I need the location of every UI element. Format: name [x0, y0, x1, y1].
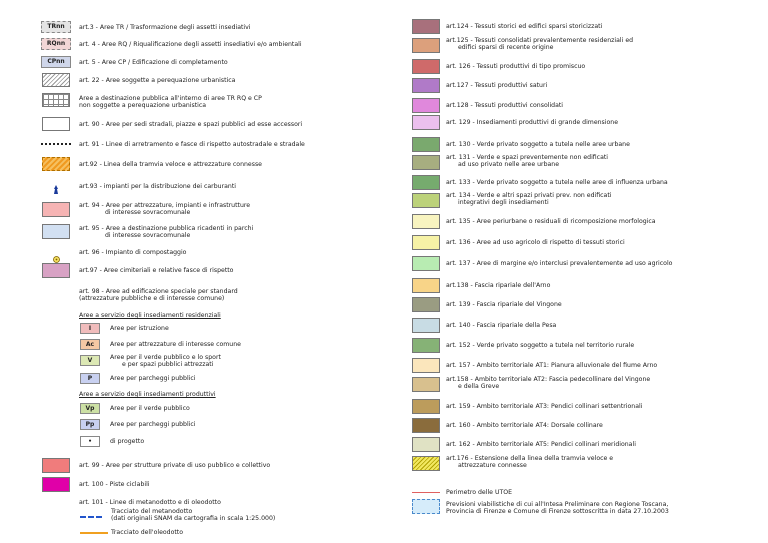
legend-right-item-15-text: art. 140 - Fascia ripariale della Pesa	[446, 322, 557, 329]
legend-art95	[79, 225, 253, 240]
legend-art90	[79, 121, 302, 128]
prod-code-vp: Vp	[80, 403, 100, 414]
legend-right-item-6	[446, 141, 630, 148]
legend-right-item-12-text: art. 137 - Aree di margine e/o interclusi prevalentemente ad uso agricolo	[446, 260, 673, 267]
swatch-right-13	[412, 278, 440, 293]
legend-right-item-18	[446, 376, 650, 391]
legend-art99	[79, 462, 270, 469]
legend-right-item-11	[446, 239, 625, 246]
legend-art3-text: art.3 - Aree TR / Trasformazione degli assetti insediativi	[79, 24, 251, 31]
legend-right-item-14	[446, 301, 562, 308]
legend-right-item-17-text: art. 157 - Ambito territoriale AT1: Pianura alluvionale del fiume Arno	[446, 362, 658, 369]
legend-right-item-11-text: art. 136 - Aree ad uso agricolo di rispetto di tessuti storici	[446, 239, 625, 246]
legend-pubblico	[79, 95, 262, 110]
legend-art96-text: art. 96 - Impianto di compostaggio	[79, 249, 187, 256]
legend-right-item-2	[446, 63, 585, 70]
legend-right-item-22-text2: attrezzature connesse	[458, 462, 527, 470]
legend-art91	[79, 141, 305, 148]
swatch-right-21	[412, 437, 440, 452]
legend-art5-text: art. 5 - Aree CP / Edificazione di completamento	[79, 59, 228, 66]
legend-art91-text: art. 91 - Linee di arretramento e fasce di rispetto autostradale e stradale	[79, 141, 305, 148]
res-label-ac: Aree per attrezzature di interesse comune	[110, 341, 241, 348]
legend-pubblico-text-2: non soggette a perequazione urbanistica	[79, 102, 207, 110]
legend-art97	[79, 267, 233, 274]
legend-right-item-4-text: art.128 - Tessuti produttivi consolidati	[446, 102, 564, 109]
prod-label-vp: Aree per il verde pubblico	[110, 405, 190, 412]
res-code-ac: Ac	[80, 339, 100, 350]
legend-previsioni	[446, 501, 669, 516]
header-produttivi: Aree a servizio degli insediamenti produttivi	[79, 391, 216, 398]
swatch-right-0	[412, 19, 440, 34]
res-code-p: P	[80, 373, 100, 384]
swatch-right-8	[412, 175, 440, 190]
legend-art4	[79, 41, 302, 48]
swatch-right-16	[412, 338, 440, 353]
swatch-art95	[42, 224, 70, 239]
legend-art98-text-2: (attrezzature pubbliche e di interesse comune)	[79, 295, 225, 303]
swatch-right-17	[412, 358, 440, 373]
legend-previsioni-text-1: Previsioni viabilistiche di cui all'Intesa Preliminare con Regione Toscana,	[446, 501, 669, 508]
legend-right-item-7-text2: ad uso privato nelle aree urbane	[458, 161, 560, 169]
legend-right-item-18-text: art.158 - Ambito territoriale AT2: Fascia pedecollinare del Vingone	[446, 376, 651, 383]
legend-utoe: Perimetro delle UTOE	[446, 489, 513, 496]
line-utoe	[412, 492, 440, 493]
legend-right-item-19-text: art. 159 - Ambito territoriale AT3: Pendici collinari settentrionali	[446, 403, 643, 410]
swatch-right-20	[412, 418, 440, 433]
legend-right-item-4	[446, 102, 563, 109]
legend-right-item-3-text: art.127 - Tessuti produttivi saturi	[446, 82, 548, 89]
code-rq-box	[41, 38, 71, 50]
prod-code-progetto: •	[80, 436, 100, 447]
swatch-right-11	[412, 235, 440, 250]
legend-right-item-10-text: art. 135 - Aree periurbane o residuali di ricomposizione morfologica	[446, 218, 656, 225]
legend-art96	[79, 249, 186, 256]
res-label-v-2: e per spazi pubblici attrezzati	[122, 361, 214, 369]
legend-right-item-7	[446, 154, 608, 169]
swatch-right-22	[412, 456, 440, 471]
legend-right-item-0	[446, 23, 602, 30]
swatch-previsioni	[412, 499, 440, 514]
legend-right-item-19	[446, 403, 642, 410]
fuel-pump-icon-svg	[52, 185, 60, 195]
compost-icon-svg	[53, 256, 60, 263]
legend-right-item-8-text: art. 133 - Verde privato soggetto a tutela nelle aree di influenza urbana	[446, 179, 668, 186]
swatch-art22	[42, 73, 70, 87]
legend-art101-text: art. 101 - Linee di metanodotto e di oleodotto	[79, 499, 221, 506]
legend-right-item-14-text: art. 139 - Fascia ripariale del Vingone	[446, 301, 562, 308]
legend-pubblico-text-1: Aree a destinazione pubblica all'interno di aree TR RQ e CP	[79, 95, 262, 102]
legend-right-item-0-text: art.124 - Tessuti storici ed edifici sparsi storicizzati	[446, 23, 603, 30]
line-metanodotto	[80, 516, 102, 518]
legend-right-item-17	[446, 362, 657, 369]
legend-right-item-6-text: art. 130 - Verde privato soggetto a tutela nelle aree urbane	[446, 141, 630, 148]
legend-art95-text-1: art. 95 - Aree a destinazione pubblica ricadenti in parchi	[79, 225, 254, 232]
swatch-art92	[42, 157, 70, 171]
legend-art94-text-2: di interesse sovracomunale	[105, 209, 191, 217]
legend-right-item-1-text: art.125 - Tessuti consolidati prevalentemente residenziali ed	[446, 37, 634, 44]
legend-art98	[79, 288, 238, 303]
legend-right-item-2-text: art. 126 - Tessuti produttivi di tipo promiscuo	[446, 63, 586, 70]
res-label-i: Aree per istruzione	[110, 325, 169, 332]
code-tr-box	[41, 21, 71, 33]
legend-art22-text: art. 22 - Aree soggette a perequazione urbanistica	[79, 77, 236, 84]
res-label-v	[110, 354, 221, 369]
legend-right-item-22	[446, 455, 613, 470]
swatch-right-14	[412, 297, 440, 312]
legend-art100-text: art. 100 - Piste ciclabili	[79, 481, 150, 488]
legend-right-item-9-text2: integrativi degli insediamenti	[458, 199, 549, 207]
legend-right-item-20	[446, 422, 603, 429]
legend-previsioni-text-2: Provincia di Firenze e Comune di Firenze sottoscritta in data 27.10.2003	[446, 508, 669, 516]
fuel-pump-icon	[52, 180, 60, 190]
legend-metanodotto-text-2: (dati originali SNAM da cartografia in scala 1:25.000)	[111, 515, 276, 523]
legend-right-item-7-text: art. 131 - Verde e spazi preventemente non edificati	[446, 154, 609, 161]
swatch-art97	[42, 263, 70, 278]
swatch-right-10	[412, 214, 440, 229]
line-oleodotto	[80, 532, 108, 534]
swatch-right-2	[412, 59, 440, 74]
legend-right-item-20-text: art. 160 - Ambito territoriale AT4: Dorsale collinare	[446, 422, 603, 429]
swatch-right-4	[412, 98, 440, 113]
swatch-right-7	[412, 155, 440, 170]
legend-right-item-21-text: art. 162 - Ambito territoriale AT5: Pendici collinari meridionali	[446, 441, 636, 448]
legend-right-item-18-text2: e della Greve	[458, 383, 500, 391]
legend-right-item-16-text: art. 152 - Verde privato soggetto a tutela nel territorio rurale	[446, 342, 635, 349]
legend-right-item-16	[446, 342, 634, 349]
legend-art92	[79, 161, 262, 168]
legend-art100	[79, 481, 150, 488]
legend-right-item-1-text2: edifici sparsi di recente origine	[458, 44, 554, 52]
legend-oleodotto-text: Tracciato dell'oleodotto	[111, 529, 184, 536]
legend-art92-text: art.92 - Linea della tramvia veloce e attrezzature connesse	[79, 161, 262, 168]
legend-right-item-13	[446, 282, 550, 289]
legend-art22	[79, 77, 235, 84]
res-code-i: I	[80, 323, 100, 334]
swatch-right-3	[412, 78, 440, 93]
legend-art94-text-1: art. 94 - Aree per attrezzature, impianti e infrastrutture	[79, 202, 251, 209]
swatch-right-9	[412, 193, 440, 208]
legend-right-item-22-text: art.176 - Estensione della linea della tramvia veloce e	[446, 455, 614, 462]
legend-right-item-1	[446, 37, 633, 52]
swatch-right-1	[412, 38, 440, 53]
swatch-art100	[42, 477, 70, 492]
legend-right-item-9-text: art. 134 - Verde e altri spazi privati prev. non edificati	[446, 192, 612, 199]
legend-right-item-10	[446, 218, 656, 225]
code-cp-label: CPnn	[47, 58, 65, 65]
legend-art4-text: art. 4 - Aree RQ / Riqualificazione degli assetti insediativi e/o ambientali	[79, 41, 302, 48]
legend-art94	[79, 202, 250, 217]
legend-right-item-8	[446, 179, 668, 186]
prod-label-progetto: di progetto	[110, 438, 145, 445]
legend-art93	[79, 183, 236, 190]
legend-right-item-21	[446, 441, 636, 448]
swatch-right-5	[412, 115, 440, 130]
header-residenziali: Aree a servizio degli insediamenti residenziali	[79, 312, 221, 319]
legend-right-item-12	[446, 260, 672, 267]
line-art91-dotted	[41, 143, 71, 145]
legend-art101	[79, 499, 221, 506]
legend-metanodotto-text-1: Tracciato del metanodotto	[111, 508, 193, 515]
legend-art97-text: art.97 - Aree cimiteriali e relative fasce di rispetto	[79, 267, 234, 274]
legend-right-item-9	[446, 192, 611, 207]
swatch-art94	[42, 202, 70, 217]
legend-art99-text: art. 99 - Aree per strutture private di uso pubblico e collettivo	[79, 462, 271, 469]
swatch-right-6	[412, 137, 440, 152]
prod-label-pp: Aree per parcheggi pubblici	[110, 421, 196, 428]
res-label-p: Aree per parcheggi pubblici	[110, 375, 196, 382]
legend-metanodotto	[111, 508, 275, 523]
swatch-right-19	[412, 399, 440, 414]
legend-art90-text: art. 90 - Aree per sedi stradali, piazze e spazi pubblici ad esse accessori	[79, 121, 303, 128]
code-tr-label: TRnn	[47, 23, 65, 30]
swatch-pubblico-grid	[42, 93, 70, 107]
swatch-right-18	[412, 377, 440, 392]
legend-right-item-5	[446, 119, 618, 126]
legend-right-item-13-text: art.138 - Fascia ripariale dell'Arno	[446, 282, 551, 289]
legend-right-item-15	[446, 322, 556, 329]
legend-art3	[79, 24, 251, 31]
code-cp-box	[41, 56, 71, 68]
res-code-v: V	[80, 355, 100, 366]
swatch-right-15	[412, 318, 440, 333]
legend-art98-text-1: art. 98 - Aree ad edificazione speciale per standard	[79, 288, 238, 295]
prod-code-pp: Pp	[80, 419, 100, 430]
compost-icon	[53, 248, 60, 255]
legend-art95-text-2: di interesse sovracomunale	[105, 232, 191, 240]
legend-art93-text: art.93 - impianti per la distribuzione dei carburanti	[79, 183, 236, 190]
code-rq-label: RQnn	[46, 40, 66, 47]
swatch-right-12	[412, 256, 440, 271]
legend-right-item-5-text: art. 129 - Insediamenti produttivi di grande dimensione	[446, 119, 619, 126]
legend-oleodotto	[111, 529, 183, 536]
swatch-art90	[42, 117, 70, 131]
legend-art5	[79, 59, 228, 66]
res-label-v-1: Aree per il verde pubblico e lo sport	[110, 354, 221, 361]
legend-right-item-3	[446, 82, 547, 89]
swatch-art99	[42, 458, 70, 473]
